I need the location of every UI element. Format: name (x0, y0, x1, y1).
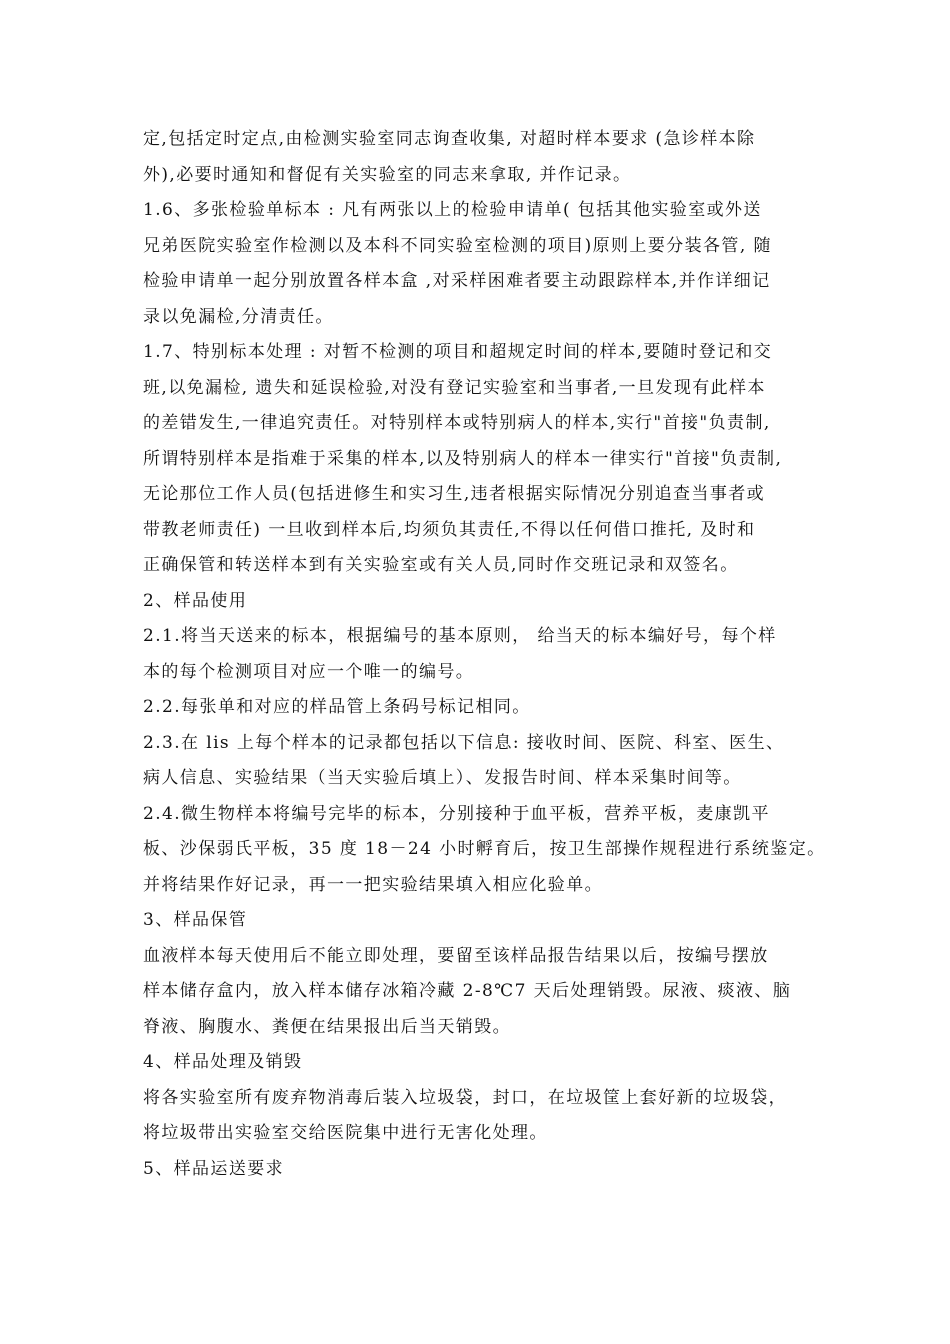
text-line: 外),必要时通知和督促有关实验室的同志来拿取, 并作记录。 (143, 164, 632, 185)
text-line: 正确保管和转送样本到有关实验室或有关人员,同时作交班记录和双签名。 (143, 555, 739, 575)
text-line: 板、沙保弱氏平板，35 度 18－24 小时孵育后，按卫生部操作规程进行系统鉴定。 (143, 839, 826, 859)
text-line: 本的每个检测项目对应一个唯一的编号。 (143, 661, 475, 682)
text-line: 并将结果作好记录，再一一把实验结果填入相应化验单。 (143, 874, 603, 895)
text-line: 样本储存盒内，放入样本储存冰箱冷藏 2-8℃7 天后处理销毁。尿液、痰液、脑 (143, 981, 792, 1001)
section-heading: 2、样品使用 (143, 590, 248, 611)
text-line: 2.4.微生物样本将编号完毕的标本，分别接种于血平板，营养平板，麦康凯平 (143, 803, 770, 824)
text-line: 将垃圾带出实验室交给医院集中进行无害化处理。 (143, 1123, 548, 1143)
text-line: 血液样本每天使用后不能立即处理，要留至该样品报告结果以后，按编号摆放 (143, 945, 769, 966)
section-heading: 4、样品处理及销毁 (143, 1052, 303, 1072)
text-line: 检验申请单一起分别放置各样本盒 ,对采样困难者要主动跟踪样本,并作详细记 (143, 271, 771, 291)
text-line: 班,以免漏检, 遗失和延误检验,对没有登记实验室和当事者,一旦发现有此样本 (143, 377, 766, 398)
text-line: 的差错发生,一律追究责任。对特别样本或特别病人的样本,实行"首接"负责制, (143, 413, 771, 433)
document-body (143, 122, 833, 1187)
text-line: 无论那位工作人员(包括进修生和实习生,违者根据实际情况分别追查当事者或 (143, 484, 766, 504)
text-line: 兄弟医院实验室作检测以及本科不同实验室检测的项目)原则上要分装各管, 随 (143, 235, 772, 256)
text-line: 2.3.在 lis 上每个样本的记录都包括以下信息: 接收时间、医院、科室、医生、 (143, 732, 785, 753)
text-line: 脊液、胸腹水、粪便在结果报出后当天销毁。 (143, 1016, 511, 1037)
text-line: 带教老师责任) 一旦收到样本后,均须负其责任,不得以任何借口推托, 及时和 (143, 519, 756, 540)
section-heading: 5、样品运送要求 (143, 1158, 285, 1179)
text-line: 2.1.将当天送来的标本，根据编号的基本原则， 给当天的标本编好号，每个样 (143, 626, 777, 646)
text-line: 定,包括定时定点,由检测实验室同志询查收集, 对超时样本要求 (急诊样本除 (143, 129, 756, 149)
text-line: 1.6、多张检验单标本 : 凡有两张以上的检验申请单( 包括其他实验室或外送 (143, 200, 762, 220)
text-line: 录以免漏检,分清责任。 (143, 306, 334, 327)
text-line: 将各实验室所有废弃物消毒后装入垃圾袋，封口，在垃圾筐上套好新的垃圾袋， (143, 1087, 787, 1108)
text-line: 2.2.每张单和对应的样品管上条码号标记相同。 (143, 697, 531, 717)
section-heading: 3、样品保管 (143, 910, 248, 930)
text-line: 所谓特别样本是指难于采集的样本,以及特别病人的样本一律实行"首接"负责制, (143, 448, 783, 469)
text-line: 病人信息、实验结果（当天实验后填上）、发报告时间、样本采集时间等。 (143, 768, 742, 788)
text-line: 1.7、特别标本处理 : 对暂不检测的项目和超规定时间的样本,要随时登记和交 (143, 342, 773, 362)
